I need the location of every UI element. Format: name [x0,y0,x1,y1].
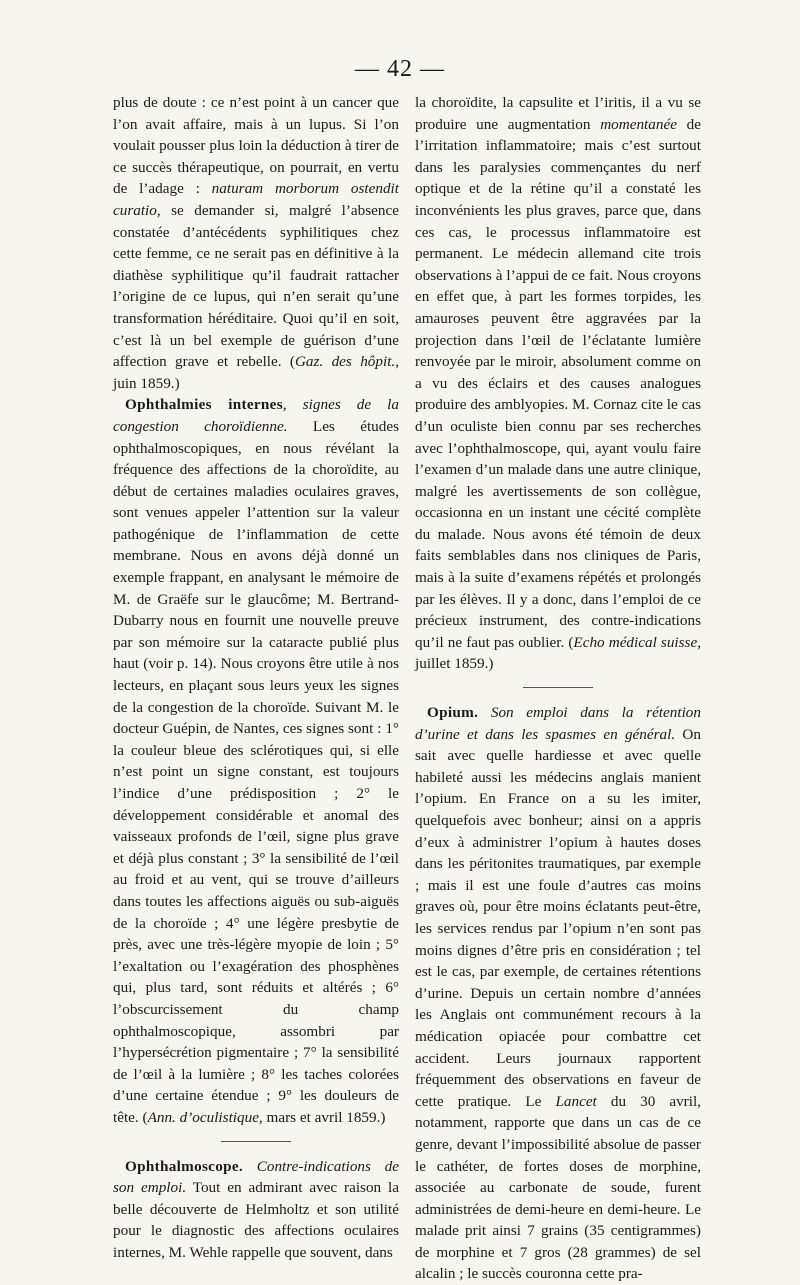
text-run: la choroïdite, la capsulite et l’iritis, il a vu se produire une augmentation [415,94,701,133]
entry-body: Les études ophthalmoscopiques, en nous révélant la fréquence des affections de la choroïdite, au début de certaines maladies oculaires graves, sont venues appeler l’attention sur la valeur pathogénique de l’inflammation de cette membrane. Nous en avons déjà donné un exemple frappant, en analysant le mémoire de M. de Graëfe sur le glaucôme; M. Bertrand-Dubarry nous en fournit une nouvelle preuve par son mémoire sur la cataracte publié plus haut (voir p. 14). Nous croyons être utile à nos lecteurs, en plaçant sous leurs yeux les signes de la congestion de la choroïde. Suivant M. le docteur Guépin, de Nantes, ces signes sont : 1° la couleur bleue des sclérotiques qui, si elle n’est point un signe constant, est toujours l’indice d’une prédisposition ; 2° le développement considérable et anomal des vaisseaux profonds de l’œil, signe plus grave et déjà plus constant ; 3° la sensibilité de l’œil au froid et au vent, qui se trouve d’ailleurs dans toutes les affections aiguës ou sub-aiguës de la choroïde ; 4° une légère presbytie de près, avec une très-légère myopie de loin ; 5° l’exaltation ou l’exagération des phosphènes qui, plus tard, sont réduits et altérés ; 6° l’obscurcissement du champ ophthalmoscopique, assombri par l’hypersécrétion pigmentaire ; 7° la sensibilité de l’œil à la lumière ; 8° les taches colorées d’une certaine étendue ; 9° les douleurs de tête. ( [113,417,400,1126]
source-citation: Gaz. des hôpit. [294,353,396,371]
entry-ophthalmoscope [113,1156,399,1264]
entry-body: Tout en admirant avec raison la belle découverte de Helmholtz et son utilité pour le diagnostic des affections oculaires internes, M. Wehle rappelle que souvent, dans [113,1179,399,1261]
entry-body-continued: du 30 avril, notamment, rapporte que dans un cas de ce genre, devant l’impossibilité absolue de passer le cathéter, de fortes doses de morphine, associée au carbonate de soude, furent administrées de demi-heure en demi-heure. Le malade prit ainsi 7 grains (35 centigrammes) de morphine et 7 gros (28 grammes) de sel alcalin ; le succès couronna cette pra- [415,1092,701,1283]
text-run: se demander si, malgré l’absence constatée d’antécédents syphilitiques chez cette femme, ce ne serait pas en définitive à la diathèse syphilitique qu’il faudrait rattacher l’origine de ce lupus, qui n’en serait qu’une transformation héréditaire. Quoi qu’il en soit, c’est là un bel exemple de guérison d’une affection grave et rebelle. ( [113,201,399,371]
paragraph-ophthalmoscope-continued [415,92,701,675]
entry-body: On sait avec quelle hardiesse et avec quelle habileté aussi les médecins anglais manient l’opium. En France on a su les imiter, quelquefois avec bonheur; ainsi on a appris d’eux à administrer l’opium à hautes doses dans les péritonites traumatiques, par exemple ; mais il est une foule d’autres cas moins graves où, pour être moins éclatants peut-être, les services rendus par l’opium n’en sont pas moins dignes d’être pris en considération ; tel est le cas, par exemple, de certaines rétentions d’urine. Depuis un certain nombre d’années les Anglais ont communément recours à la médication opiacée pour combattre cet accident. Leurs journaux rapportent fréquemment des observations en faveur de cette pratique. Le [415,725,701,1110]
section-divider [221,1141,291,1142]
left-column [113,92,399,1263]
paragraph-lupus-conclusion [113,92,399,394]
text-run: , [282,396,303,414]
text-run: plus de doute : ce n’est point à un cancer que l’on avait affaire, mais à un lupus. Si l’on voulait pousser plus loin la déduction à tirer de ce succès thérapeutique, on pourrait, en vertu de l’adage : [113,94,399,198]
entry-ophthalmies-internes [113,394,399,1128]
source-citation: Echo médical suisse, [573,633,701,651]
text-run: , juin 1859.) [113,353,400,392]
entry-subheading: signes de la congestion choroïdienne. [113,396,399,435]
entry-subheading: Son emploi dans la rétention d’urine et dans les spasmes en général. [415,704,701,743]
entry-opium [415,702,701,1285]
entry-heading: Ophthalmoscope. [125,1157,243,1175]
page-number: — 42 — [355,56,445,82]
entry-subheading: Contre-indications de son emploi. [113,1157,399,1197]
italic-term: momentanée [600,115,677,133]
text-run: de l’irritation inflammatoire; mais c’est surtout dans les paralysies commençantes du nerf optique et de la rétine qu’il a constaté les inconvénients les plus graves, parce que, dans ces cas, le processus inflammatoire est permanent. Le médecin allemand cite trois observations à l’appui de ce fait. Nous croyons en effet que, à part les formes torpides, les amauroses peuvent être aggravées par la projection dans l’œil de l’éclatante lumière renvoyée par le miroir, absolument comme on a vu des éclairs et des causes analogues produire des amblyopies. M. Cornaz cite le cas d’un oculiste bien connu par ses recherches avec l’ophthalmoscope, qui, ayant voulu faire l’examen d’un malade dans une autre clinique, malgré les avertissements de son collègue, occasionna en un instant une cécité complète du malade. Nous avons été témoin de deux faits semblables dans nos cliniques de Paris, mais à la suite d’examens répétés et prolongés par les élèves. Il y a donc, dans l’emploi de ce précieux instrument, des contre-indications qu’il ne faut pas oublier. ( [415,115,701,651]
entry-heading: Ophthalmies internes [125,396,283,414]
latin-adage: naturam morborum ostendit curatio, [113,180,399,219]
source-citation: Ann. d’oculistique, [147,1108,263,1126]
text-run: juillet 1859.) [415,655,494,673]
text-run: mars et avril 1859.) [262,1108,386,1126]
section-divider [523,687,593,688]
right-column [415,92,701,1285]
journal-name: Lancet [555,1092,597,1110]
entry-heading: Opium. [427,704,479,722]
